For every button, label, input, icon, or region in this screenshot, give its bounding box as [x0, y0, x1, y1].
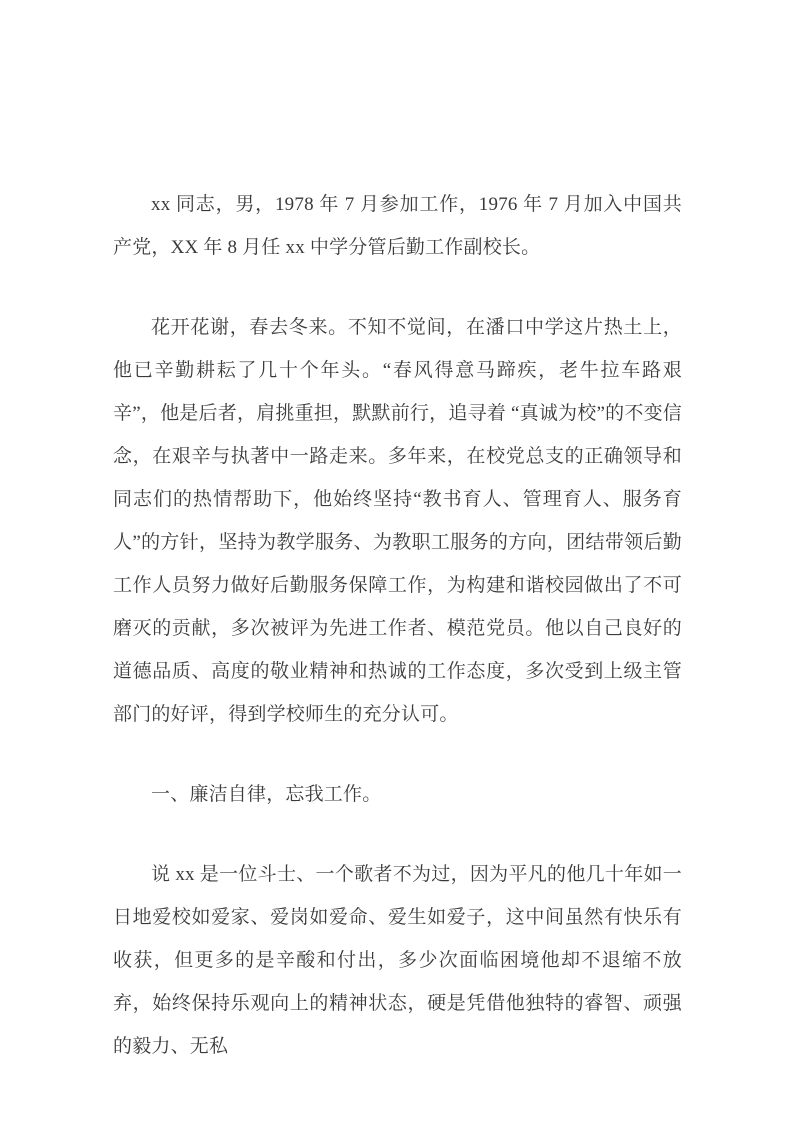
paragraph-section-1: 说 xx 是一位斗士、一个歌者不为过，因为平凡的他几十年如一日地爱校如爱家、爱岗如爱命、爱生如爱子，这中间虽然有快乐有收获，但更多的是辛酸和付出，多少次面临困境他却不退缩不放弃，始终保持乐观向上的精神状态，硬是凭借他独特的睿智、顽强的毅力、无私 — [113, 864, 682, 1057]
paragraph-overview: 花开花谢，春去冬来。不知不觉间，在潘口中学这片热土上，他已辛勤耕耘了几十个年头。“春风得意马蹄疾，老牛拉车路艰辛”，他是后者，肩挑重担，默默前行，追寻着 “真诚为校”的不变信念，在艰辛与执著中一路走来。多年来，在校党总支的正确领导和同志们的热情帮助下，他始终坚持“教书育人、管理育人、服务育人”的方针，坚持为教学服务、为教职工服务的方向，团结带领后勤工作人员努力做好后勤服务保障工作，为构建和谐校园做出了不可磨灭的贡献，多次被评为先进工作者、模范党员。他以自己良好的道德品质、高度的敬业精神和热诚的工作态度，多次受到上级主管部门的好评，得到学校师生的充分认可。 — [113, 317, 682, 725]
paragraph-intro: xx 同志，男，1978 年 7 月参加工作，1976 年 7 月加入中国共产党，XX 年 8 月任 xx 中学分管后勤工作副校长。 — [113, 194, 682, 258]
section-heading-1: 一、廉洁自律，忘我工作。 — [151, 784, 382, 805]
